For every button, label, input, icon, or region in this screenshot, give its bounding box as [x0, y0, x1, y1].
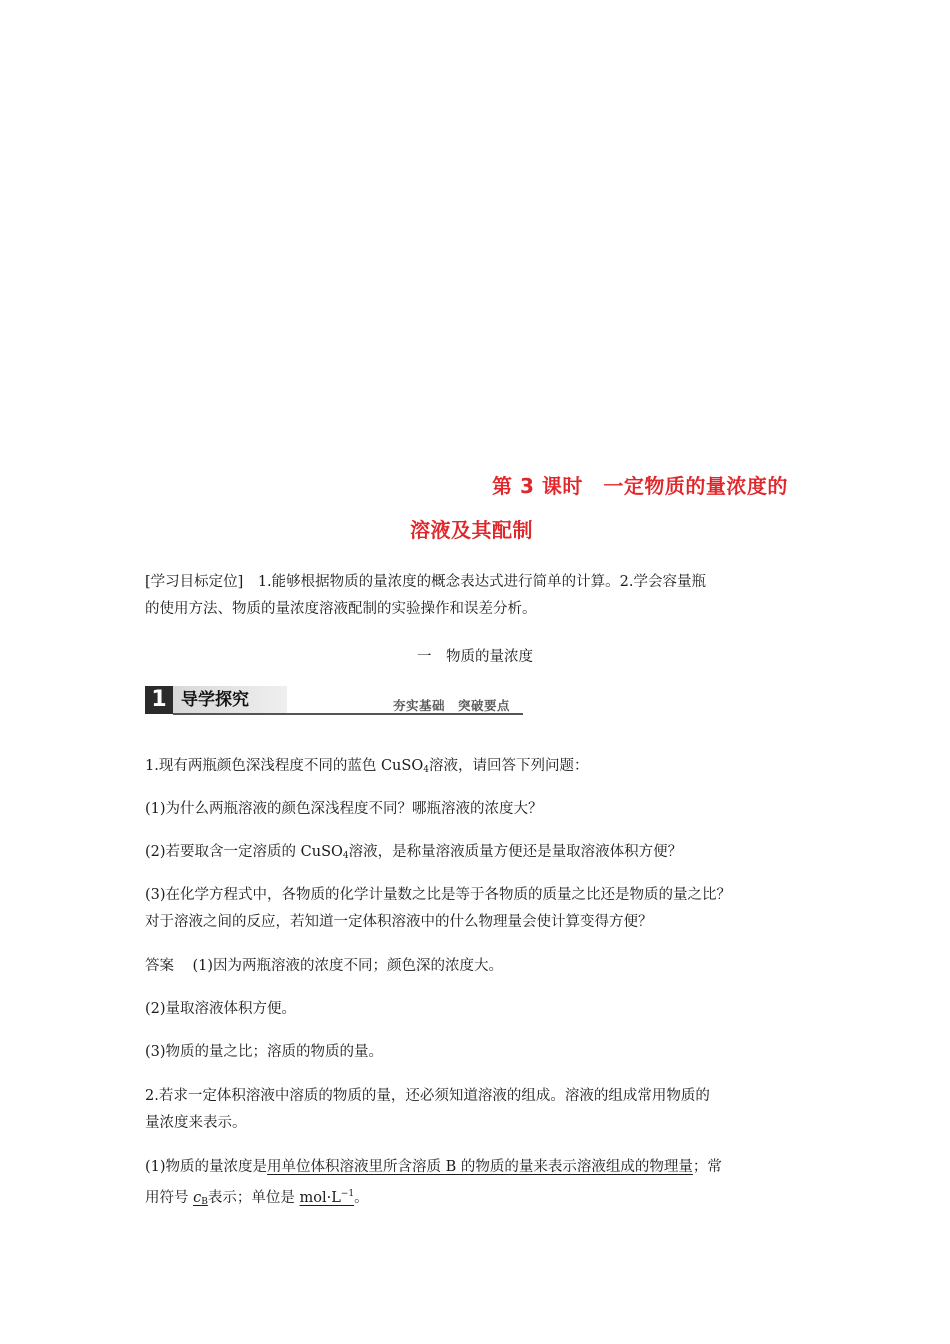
question-2-line-2: 量浓度来表示。 [145, 1115, 247, 1131]
lesson-title-line-2: 溶液及其配制 [410, 518, 533, 542]
banner-number: 1 [145, 686, 173, 714]
lesson-title-line-1: 第 3 课时 一定物质的量浓度的 [492, 474, 788, 498]
answer-part-1: 答案 (1)因为两瓶溶液的浓度不同；颜色深的浓度大。 [145, 958, 503, 974]
section-heading: 一 物质的量浓度 [417, 649, 533, 665]
answer-part-2: (2)量取溶液体积方便。 [145, 1001, 297, 1017]
banner-title: 导学探究 [173, 686, 287, 714]
symbol-cb: cB [193, 1190, 208, 1207]
question-1-part-3-line-2: 对于溶液之间的反应，若知道一定体积溶液中的什么物理量会使计算变得方便？ [145, 914, 653, 930]
question-2-line-1: 2.若求一定体积溶液中溶质的物质的量，还必须知道溶液的组成。溶液的组成常用物质的 [145, 1088, 710, 1104]
question-1: 1.现有两瓶颜色深浅程度不同的蓝色 CuSO4溶液，请回答下列问题： [145, 758, 589, 775]
question-1-part-3-line-1: (3)在化学方程式中，各物质的化学计量数之比是等于各物质的质量之比还是物质的量之比？ [145, 887, 732, 903]
unit-mol-per-l: $mol\cdot L^{-1}$ [299, 1189, 355, 1206]
answer-part-3: (3)物质的量之比；溶质的物质的量。 [145, 1044, 384, 1060]
question-1-part-2: (2)若要取含一定溶质的 CuSO4溶液，是称量溶液质量方便还是量取溶液体积方便？ [145, 844, 683, 861]
definition-line-2: 用符号 cB表示；单位是 $mol\cdot L^{-1}$。 [145, 1189, 369, 1207]
definition-line-1: (1)物质的量浓度是用单位体积溶液里所含溶质 B 的物质的量来表示溶液组成的物理量；常 [145, 1159, 722, 1175]
objectives-line-1: [学习目标定位] 1.能够根据物质的量浓度的概念表达式进行简单的计算。2.学会容量瓶 [145, 574, 706, 590]
objectives-line-2: 的使用方法、物质的量浓度溶液配制的实验操作和误差分析。 [145, 601, 537, 617]
question-1-part-1: (1)为什么两瓶溶液的颜色深浅程度不同？哪瓶溶液的浓度大？ [145, 801, 543, 817]
guided-study-banner [145, 686, 525, 716]
banner-subtitle: 夯实基础 突破要点 [393, 698, 511, 713]
